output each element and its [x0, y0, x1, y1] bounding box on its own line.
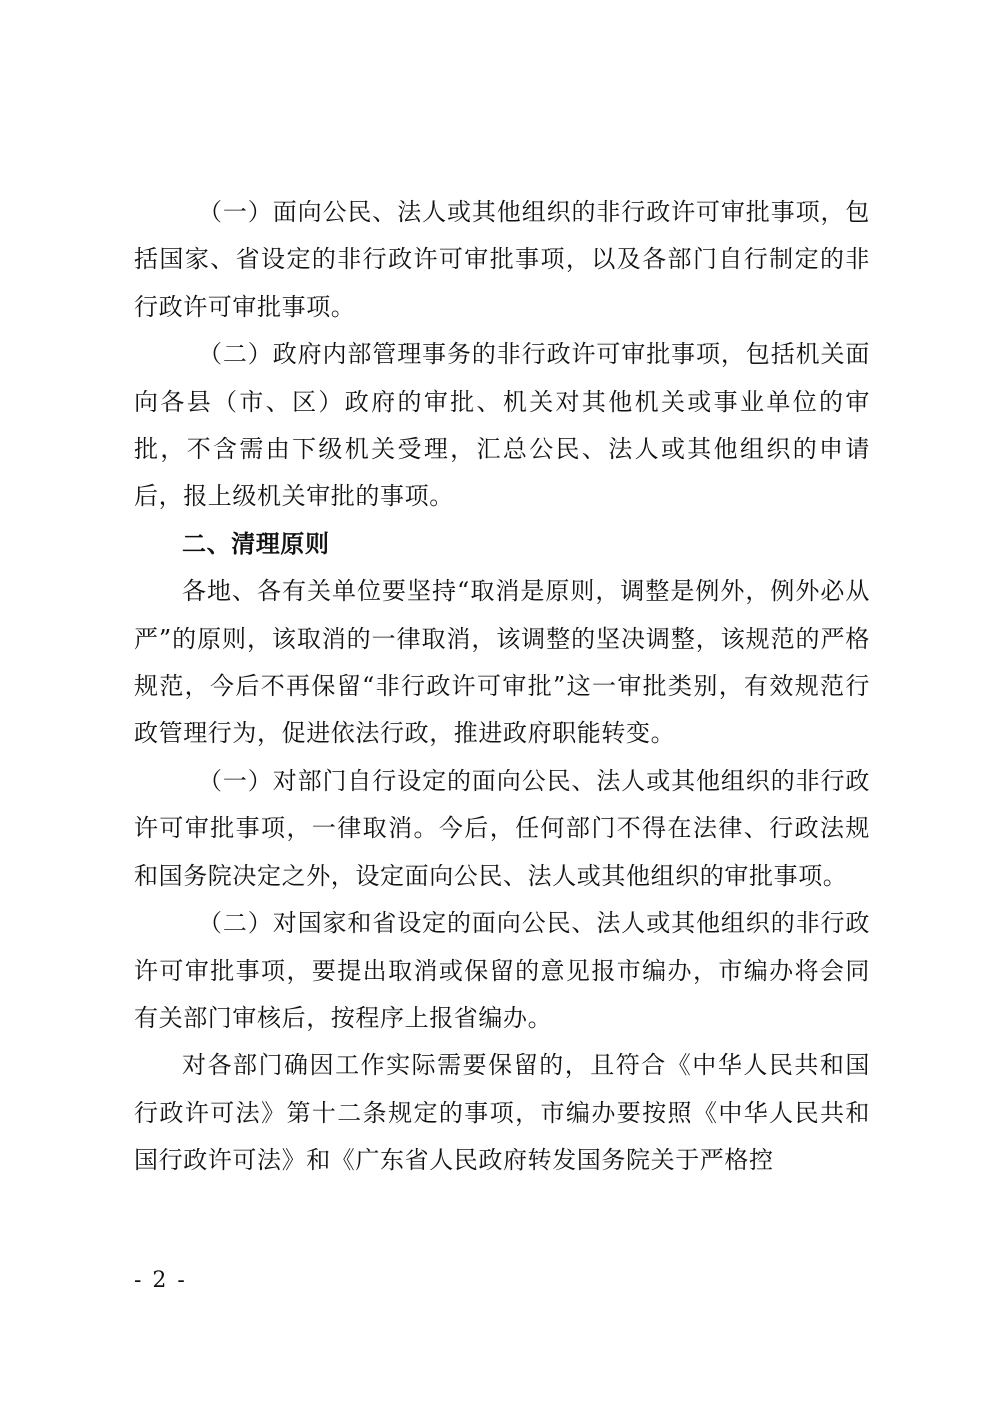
section-heading-principles: 二、清理原则 — [182, 529, 330, 558]
paragraph-retained-items: 对各部门确因工作实际需要保留的，且符合《中华人民共和国行政许可法》第十二条规定的事项，市编办要按照《中华人民共和国行政许可法》和《广东省人民政府转发国务院关于严格控 — [134, 1051, 870, 1175]
paragraph-principles-intro: 各地、各有关单位要坚持“取消是原则，调整是例外，例外必从严”的原则，该取消的一律取消，该调整的坚决调整，该规范的严格规范，今后不再保留“非行政许可审批”这一审批类别，有效规范行政管理行为，促进依法行政，推进政府职能转变。 — [134, 577, 870, 748]
paragraph-scope-item-2: （二）政府内部管理事务的非行政许可审批事项，包括机关面向各县（市、区）政府的审批、机关对其他机关或事业单位的审批，不含需由下级机关受理，汇总公民、法人或其他组织的申请后，报上级机关审批的事项。 — [134, 340, 870, 511]
paragraph-principle-item-2: （二）对国家和省设定的面向公民、法人或其他组织的非行政许可审批事项，要提出取消或保留的意见报市编办，市编办将会同有关部门审核后，按程序上报省编办。 — [134, 909, 870, 1032]
paragraph-principle-item-1: （一）对部门自行设定的面向公民、法人或其他组织的非行政许可审批事项，一律取消。今后，任何部门不得在法律、行政法规和国务院决定之外，设定面向公民、法人或其他组织的审批事项。 — [134, 766, 870, 890]
paragraph-scope-item-1: （一）面向公民、法人或其他组织的非行政许可审批事项，包括国家、省设定的非行政许可审批事项，以及各部门自行制定的非行政许可审批事项。 — [134, 198, 870, 321]
document-body — [134, 189, 870, 1185]
page-number: - 2 - — [134, 1268, 187, 1293]
